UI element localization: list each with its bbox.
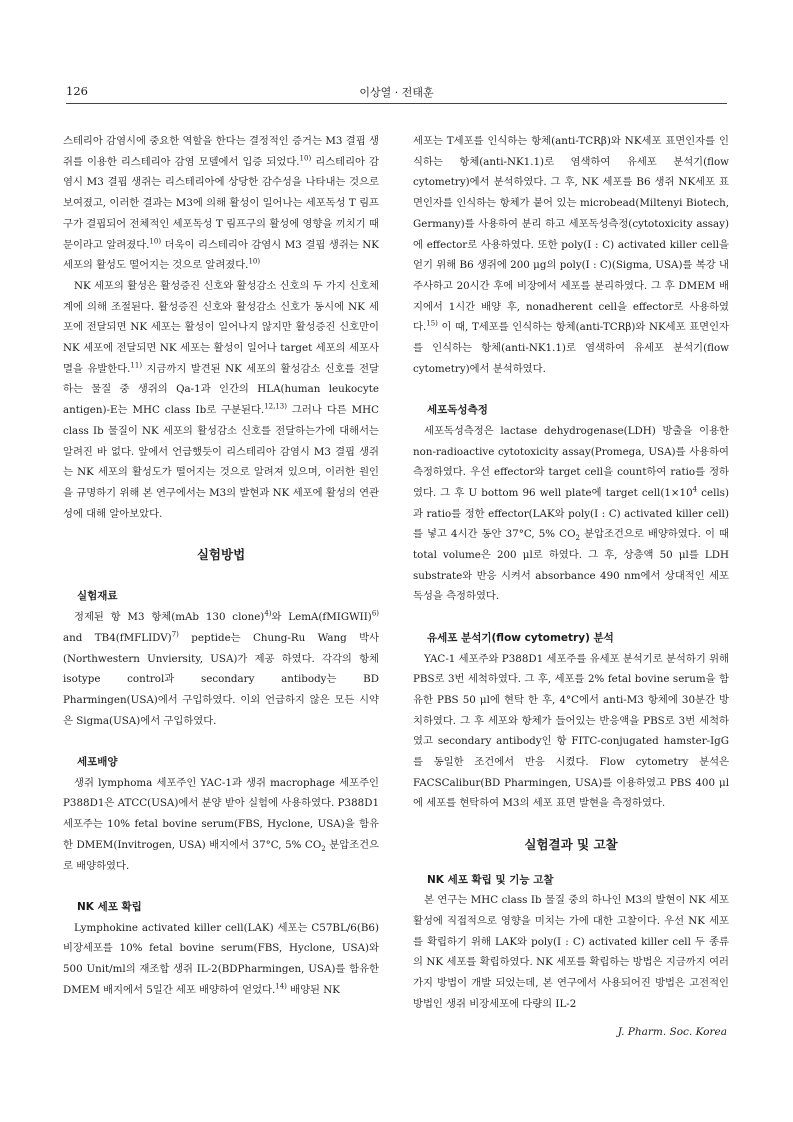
left-column [63, 131, 379, 1000]
intro-paragraph-2: NK 세포의 활성은 활성증진 신호와 활성감소 신호의 두 가지 신호체계에 의해 조절된다. 활성증진 신호와 활성감소 신호가 동시에 NK 세포에 전달되면 NK 세포는 활성이 일어나지 않지만 활성증진 신호만이 NK 세포에 전달되면 NK 세포는 활성이 일어나 target 세포의 세포사멸을 유발한다.$^{11)}$ 지금까지 발견된 NK 세포의 활성감소 신호를 전달하는 물질 중 생쥐의 Qa-1과 인간의 HLA(human leukocyte antigen)-E는 MHC class Ib로 구분된다.$^{12,13)}$ 그러나 다른 MHC class Ib 물질이 NK 세포의 활성감소 신호를 전달하는가에 대해서는 알려진 바 없다. 앞에서 언급했듯이 리스테리아 감염시 M3 결핍 생쥐는 NK 세포의 활성도가 떨어지는 것으로 알려져 있으며, 이러한 원인을 규명하기 위해 본 연구에서는 M3의 발현과 NK 세포에 활성의 연관성에 대해 알아보았다. [63, 279, 379, 520]
flow-cytometry-heading: 유세포 분석기(flow cytometry) 분석 [427, 631, 614, 644]
materials-heading: 실험재료 [77, 590, 118, 603]
journal-footer: J. Pharm. Soc. Korea [617, 1026, 727, 1038]
cell-culture-heading: 세포배양 [77, 756, 118, 769]
cell-culture-paragraph: 생쥐 lymphoma 세포주인 YAC-1과 생쥐 macrophage 세포주인 P388D1은 ATCC(USA)에서 분양 받아 실험에 사용하였다. P388D1 세포주는 10% fetal bovine serum(FBS, Hyclone, USA)을 함유한 DMEM(Invitrogen, USA) 배지에서 37°C, 5% $CO_2$ 분압조건으로 배양하였다. [63, 776, 379, 872]
right-column [413, 131, 729, 1014]
cytotoxicity-heading: 세포독성측정 [427, 404, 488, 417]
intro-paragraph-1: 스테리아 감염시에 중요한 역할을 한다는 결정적인 증거는 M3 결핍 생쥐를 이용한 리스테리아 감염 모델에서 입증 되었다.$^{10)}$ 리스테리아 감염시 M3 결핍 생쥐는 리스테리아에 상당한 감수성을 나타내는 것으로 보여졌고, 이러한 결과는 M3에 의해 활성이 일어나는 세포독성 T 림프구가 결핍되어 전체적인 세포독성 T 림프구의 활성에 영향을 끼치기 때문이라고 알려졌다.$^{10)}$ 더욱이 리스테리아 감염시 M3 결핍 생쥐는 NK 세포의 활성도 떨어지는 것으로 알려졌다.$^{10)}$ [63, 135, 379, 272]
flow-cytometry-paragraph: YAC-1 세포주와 P388D1 세포주를 유세포 분석기로 분석하기 위해 PBS로 3번 세척하였다. 그 후, 세포를 2% fetal bovine serum을 함유한 PBS 50 μl에 현탁 한 후, 4°C에서 anti-M3 항체에 30분간 방치하였다. 그 후 세포와 항체가 들어있는 반응액을 PBS로 3번 세척하였고 secondary antibody인 항 FITC-conjugated hamster-IgG를 동일한 조건에서 반응 시켰다. Flow cytometry 분석은 FACSCalibur(BD Pharmingen, USA)를 이용하였고 PBS 400 μl에 세포를 현탁하여 M3의 세포 표면 발현을 측정하였다. [413, 652, 729, 810]
nk-establish-heading: NK 세포 확립 [77, 900, 142, 913]
nk-function-heading: NK 세포 확립 및 기능 고찰 [427, 873, 554, 886]
results-section-title: 실험결과 및 고찰 [524, 836, 618, 852]
header-rule [66, 103, 727, 104]
cytotoxicity-paragraph: 세포독성측정은 lactase dehydrogenase(LDH) 방출을 이용한 non-radioactive cytotoxicity assay(Promega, USA)를 사용하여 측정하였다. 우선 effector와 target cell을 count하여 ratio를 정하였다. 그 후 U bottom 96 well plate에 target $cell(1\times 10^4$ cells)과 ratio를 정한 effector(LAK와 poly(I : C) activated killer cell)를 넣고 4시간 동안 37°C, 5% $CO_2$ 분압조건으로 배양하였다. 이 때 total volume은 200 μl로 하였다. 그 후, 상층액 50 μl를 LDH substrate와 반응 시켜서 absorbance 490 nm에서 상대적인 세포독성을 측정하였다. [413, 424, 729, 603]
page-number: 126 [66, 84, 88, 98]
methods-section-title: 실험방법 [196, 547, 246, 563]
nk-establish-paragraph: Lymphokine activated killer cell(LAK) 세포는 C57BL/6(B6) 비장세포를 10% fetal bovine serum(FBS, Hyclone, USA)와 500 Unit/ml의 재조합 생쥐 IL-2(BDPharmingen, USA)를 함유한 DMEM 배지에서 5일간 세포 배양하여 얻었다.$^{14)}$ 배양된 NK [63, 921, 379, 996]
nk-continued-paragraph: 세포는 T세포를 인식하는 항체(anti-TCRβ)와 NK세포 표면인자를 인식하는 항체(anti-NK1.1)로 염색하여 유세포 분석기(flow cytometry)에서 분석하였다. 그 후, NK 세포를 B6 생쥐 NK세포 표면인자를 인식하는 항체가 붙어 있는 microbead(Miltenyi Biotech, Germany)를 사용하여 분리 하고 세포독성측정(cytotoxicity assay)에 effector로 사용하였다. 또한 poly(I : C) activated killer cell을 얻기 위해 B6 생쥐에 200 μg의 poly(I : C)(Sigma, USA)를 복강 내 주사하고 20시간 후에 비장에서 세포를 분리하였다. 그 후 DMEM 배지에서 1시간 배양 후, nonadherent cell을 effector로 사용하였다.$^{15)}$ 이 때, T세포를 인식하는 항체(anti-TCRβ)와 NK세포 표면인자를 인식하는 항체(anti-NK1.1)로 염색하여 유세포 분석기(flow cytometry)에서 분석하였다. [413, 135, 729, 375]
running-head-authors: 이상열 · 전태훈 [359, 86, 434, 99]
materials-paragraph: 정제된 항 M3 항체(mAb 130 clone)$^{4)}$와 LemA(fMIGWII)$^{6)}$ and TB4(fMFLIDV)$^{7)}$ peptide는 Chung-Ru Wang 박사(Northwestern Unviersity, USA)가 제공 하였다. 각각의 항체 isotype control과 secondary antibody는 BD Pharmingen(USA)에서 구입하였다. 이외 언급하지 않은 모든 시약은 Sigma(USA)에서 구입하였다. [63, 609, 379, 727]
nk-function-paragraph: 본 연구는 MHC class Ib 물질 중의 하나인 M3의 발현이 NK 세포 활성에 직접적으로 영향을 미치는 가에 대한 고찰이다. 우선 NK 세포를 확립하기 위해 LAK와 poly(I : C) activated killer cell 두 종류의 NK 세포를 확립하였다. NK 세포를 확립하는 방법은 지금까지 여러 가지 방법이 개발 되었는데, 본 연구에서 사용되어진 방법은 고전적인 방법인 생쥐 비장세포에 다량의 IL-2 [413, 894, 729, 1010]
